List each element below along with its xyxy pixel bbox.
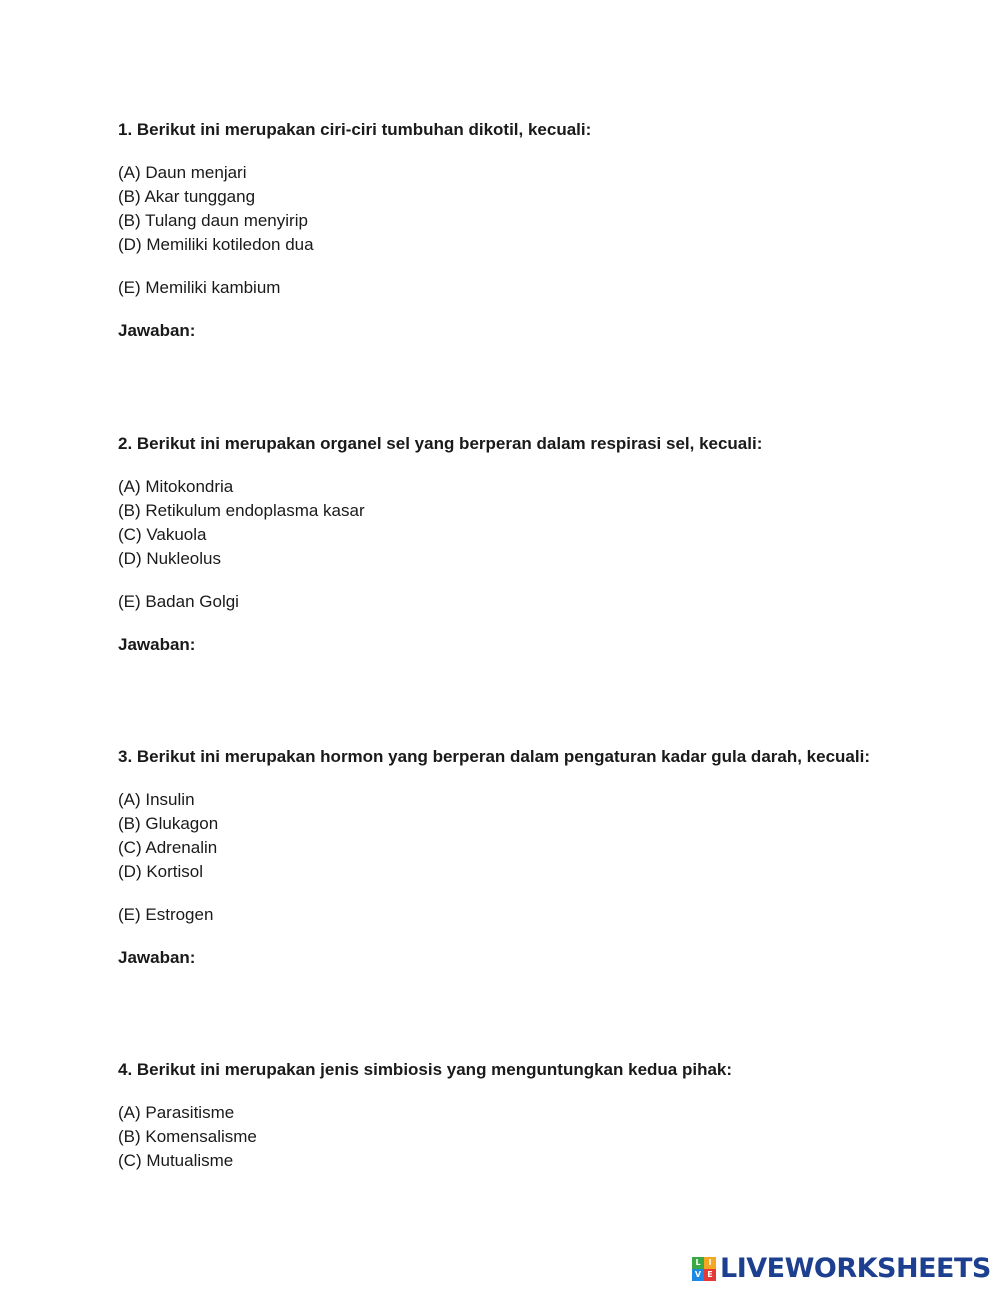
liveworksheets-logo bbox=[692, 1253, 991, 1285]
liveworksheets-logo-text: LIVEWORKSHEETS bbox=[720, 1253, 991, 1284]
question-1-options bbox=[118, 161, 938, 257]
logo-mark-i: I bbox=[704, 1257, 716, 1269]
question-1-option-b: (B) Akar tunggang bbox=[118, 187, 256, 206]
question-3 bbox=[118, 745, 938, 970]
question-3-option-b: (B) Glukagon bbox=[118, 814, 219, 833]
question-4-option-a: (A) Parasitisme bbox=[118, 1103, 235, 1122]
logo-mark-v: V bbox=[692, 1269, 704, 1281]
question-4-option-b: (B) Komensalisme bbox=[118, 1127, 257, 1146]
question-3-title: 3. Berikut ini merupakan hormon yang berperan dalam pengaturan kadar gula darah, kecuali: bbox=[118, 747, 870, 766]
question-1-title: 1. Berikut ini merupakan ciri-ciri tumbuhan dikotil, kecuali: bbox=[118, 120, 592, 139]
question-2-option-c: (C) Vakuola bbox=[118, 525, 207, 544]
question-1-option-d: (D) Memiliki kotiledon dua bbox=[118, 235, 314, 254]
logo-mark-l: L bbox=[692, 1257, 704, 1269]
question-1 bbox=[118, 118, 938, 343]
question-2 bbox=[118, 432, 938, 657]
logo-mark-e: E bbox=[704, 1269, 716, 1281]
question-3-option-c: (C) Adrenalin bbox=[118, 838, 218, 857]
question-2-answer-label: Jawaban: bbox=[118, 635, 196, 654]
question-2-options bbox=[118, 475, 938, 571]
question-3-answer-label: Jawaban: bbox=[118, 948, 196, 967]
question-4-options bbox=[118, 1101, 938, 1173]
question-1-option-e: (E) Memiliki kambium bbox=[118, 278, 281, 297]
question-2-option-d: (D) Nukleolus bbox=[118, 549, 221, 568]
question-1-answer-label: Jawaban: bbox=[118, 321, 196, 340]
question-1-option-c: (B) Tulang daun menyirip bbox=[118, 211, 308, 230]
question-2-option-e: (E) Badan Golgi bbox=[118, 592, 239, 611]
question-2-option-b: (B) Retikulum endoplasma kasar bbox=[118, 501, 365, 520]
liveworksheets-logo-icon bbox=[692, 1257, 716, 1281]
question-3-options bbox=[118, 788, 938, 884]
question-3-option-d: (D) Kortisol bbox=[118, 862, 204, 881]
question-4-option-c: (C) Mutualisme bbox=[118, 1151, 234, 1170]
question-3-option-e: (E) Estrogen bbox=[118, 905, 214, 924]
question-1-option-a: (A) Daun menjari bbox=[118, 163, 247, 182]
question-2-option-a: (A) Mitokondria bbox=[118, 477, 234, 496]
question-4-title: 4. Berikut ini merupakan jenis simbiosis yang menguntungkan kedua pihak: bbox=[118, 1060, 733, 1079]
question-4 bbox=[118, 1058, 938, 1173]
question-3-option-a: (A) Insulin bbox=[118, 790, 195, 809]
question-2-title: 2. Berikut ini merupakan organel sel yang berperan dalam respirasi sel, kecuali: bbox=[118, 434, 763, 453]
